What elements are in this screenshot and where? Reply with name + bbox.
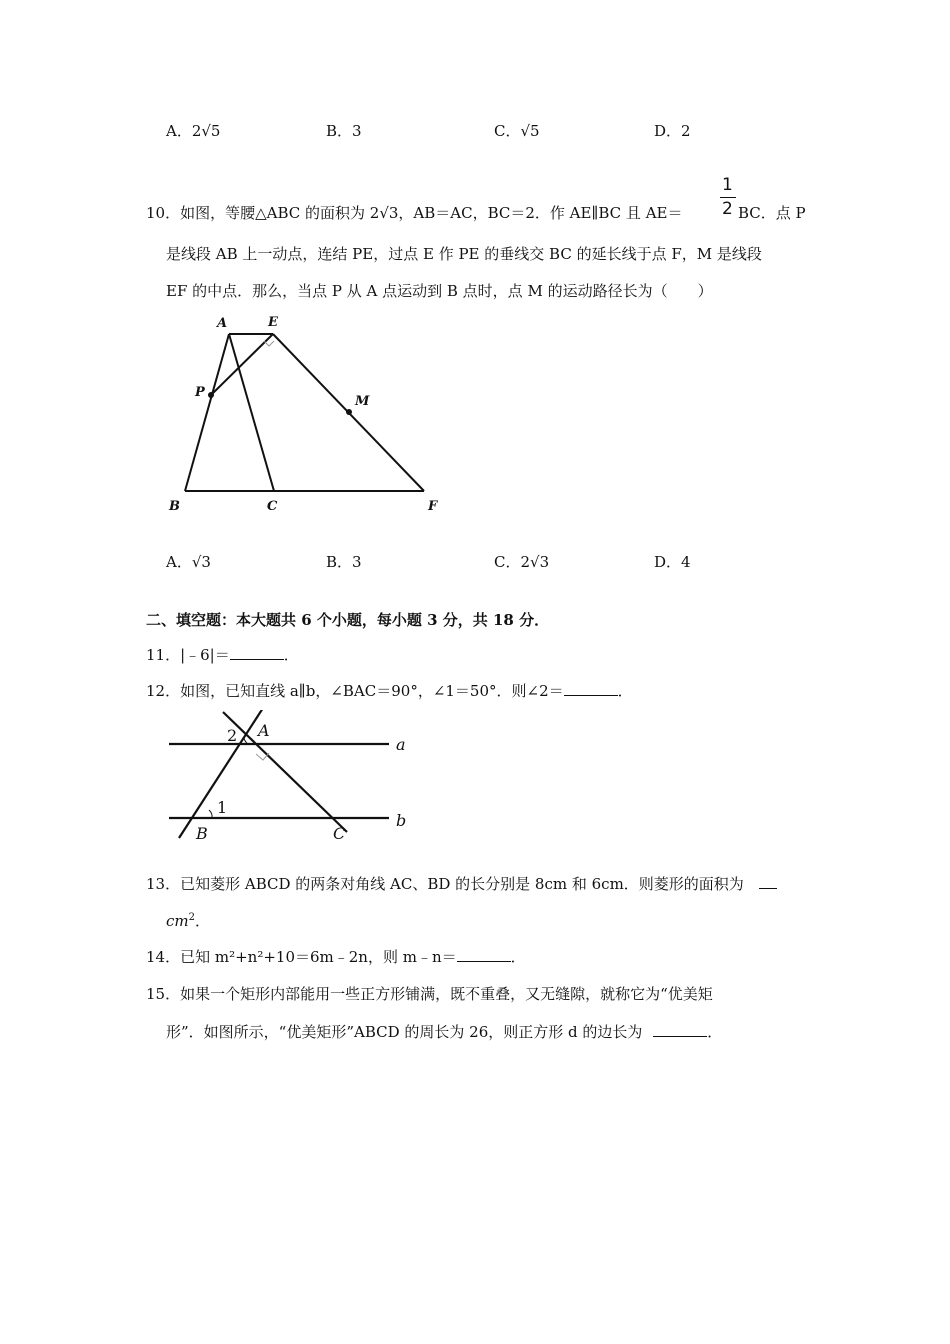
q12-blank: [564, 683, 618, 696]
q13-line2: [166, 910, 210, 931]
q11-blank: [230, 647, 284, 660]
label-a: A: [217, 316, 228, 331]
q10-line1: 10．如图，等腰△ABC 的面积为 2√3，AB＝AC，BC＝2．作 AE∥BC 且 AE＝: [146, 204, 683, 222]
point-p: [208, 392, 214, 398]
q14: [146, 946, 526, 967]
q10-line3: EF 的中点．那么，当点 P 从 A 点运动到 B 点时，点 M 的运动路径长为（ ）: [166, 282, 713, 300]
label-angle1: 1: [217, 798, 228, 817]
label-line-a: a: [396, 735, 406, 754]
q12-figure: [165, 710, 415, 845]
q13-end: ．: [195, 912, 211, 930]
q13-blank: [759, 876, 777, 889]
q12-suffix: ．: [617, 682, 633, 700]
q10-frac-numerator: 1: [722, 175, 733, 195]
q10-frac-denominator: 2: [722, 199, 733, 219]
label-b: B: [169, 499, 180, 514]
label-c: C: [267, 499, 278, 514]
q14-blank: [457, 949, 511, 962]
label-angle2: 2: [227, 726, 238, 745]
q11-text: 11．|﹣6|＝: [146, 646, 230, 664]
label-c-point: C: [333, 824, 346, 843]
q9-option-c: C．√5: [494, 122, 540, 140]
q9-option-d: D．2: [654, 122, 691, 140]
q10-option-c: C．2√3: [494, 553, 550, 571]
q14-suffix: ．: [510, 948, 526, 966]
q15-blank: [653, 1024, 707, 1037]
q10-line1-end: BC．点 P: [738, 204, 806, 222]
q10-figure: [160, 310, 460, 525]
q13-unit-sup: 2: [188, 912, 195, 923]
label-a-point: A: [258, 721, 270, 740]
q9-option-b: B．3: [326, 122, 362, 140]
q14-text: 14．已知 m²+n²+10＝6m﹣2n，则 m﹣n＝: [146, 948, 457, 966]
q15-line1: 15．如果一个矩形内部能用一些正方形铺满，既不重叠，又无缝隙，就称它为“优美矩: [146, 985, 713, 1003]
label-m: M: [355, 394, 370, 409]
q13-line1: [146, 873, 777, 894]
segment-ab: [185, 334, 229, 491]
q9-option-a: A．2√5: [166, 122, 221, 140]
q10-frac-bar: [720, 197, 736, 198]
q10-line2: 是线段 AB 上一动点，连结 PE，过点 E 作 PE 的垂线交 BC 的延长线于点 F，M 是线段: [166, 245, 762, 263]
label-line-b: b: [396, 811, 407, 830]
q13-text: 13．已知菱形 ABCD 的两条对角线 AC、BD 的长分别是 8cm 和 6cm．则菱形的面积为: [146, 875, 744, 893]
q12-text: 12．如图，已知直线 a∥b，∠BAC＝90°，∠1＝50°．则∠2＝: [146, 682, 564, 700]
point-m: [346, 409, 352, 415]
q15-text: 形”．如图所示，“优美矩形”ABCD 的周长为 26，则正方形 d 的边长为: [166, 1023, 643, 1041]
q11: [146, 644, 299, 665]
q15-suffix: ．: [707, 1023, 723, 1041]
q15-line2: [166, 1021, 722, 1042]
line-ac: [223, 712, 347, 832]
label-p: P: [195, 385, 205, 400]
section2-heading: 二、填空题：本大题共 6 个小题，每小题 3 分，共 18 分．: [146, 611, 550, 629]
segment-ac: [229, 334, 274, 491]
q10-option-b: B．3: [326, 553, 362, 571]
label-f: F: [428, 499, 438, 514]
label-e: E: [268, 315, 278, 330]
q10-option-a: A．√3: [166, 553, 211, 571]
angle1-arc: [209, 810, 212, 818]
q13-unit: cm: [166, 912, 189, 930]
q10-option-d: D．4: [654, 553, 691, 571]
q11-suffix: ．: [283, 646, 299, 664]
q12: [146, 680, 633, 701]
label-b-point: B: [196, 824, 208, 843]
